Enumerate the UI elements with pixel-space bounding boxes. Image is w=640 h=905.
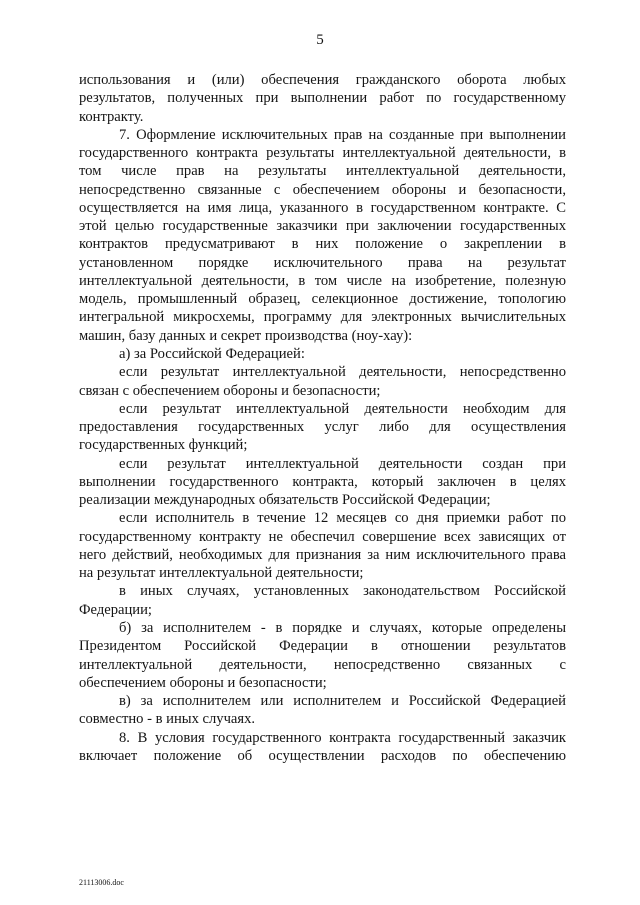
text-line: машин, базу данных и секрет производства (ноу-хау):	[79, 327, 413, 344]
text-line: в) за исполнителем или исполнителем и Российской Федерацией	[119, 693, 566, 710]
text-line: установленном порядке исключительного права на результат	[79, 254, 566, 271]
text-line: 8. В условия государственного контракта государственный заказчик	[119, 729, 566, 746]
text-line: обеспечением обороны и безопасности;	[79, 674, 327, 691]
text-line: если исполнитель в течение 12 месяцев со дня приемки работ по	[119, 510, 566, 527]
text-line: Федерации;	[79, 601, 152, 618]
text-line: том числе прав на результаты интеллектуальной деятельности,	[79, 163, 566, 180]
text-line: интегральной микросхемы, программу для электронных вычислительных	[79, 309, 566, 326]
footer-filename: 21113006.doc	[79, 878, 124, 887]
text-line: а) за Российской Федерацией:	[119, 345, 305, 362]
text-line: если результат интеллектуальной деятельности создан при	[119, 455, 566, 472]
text-line: выполнении государственного контракта, который заключен в целях	[79, 473, 566, 490]
text-line: него действий, необходимых для признания за ним исключительного права	[79, 546, 566, 563]
text-line: интеллектуальной деятельности, в том числе на изобретение, полезную	[79, 272, 566, 289]
text-line: если результат интеллектуальной деятельности необходим для	[119, 400, 566, 417]
text-line: результатов, полученных при выполнении работ по государственному	[79, 90, 566, 107]
text-line: связан с обеспечением обороны и безопасности;	[79, 382, 381, 399]
text-line: включает положение об осуществлении расходов по обеспечению	[79, 747, 566, 764]
text-line: непосредственно связанные с обеспечением обороны и безопасности,	[79, 181, 566, 198]
text-line: предоставления государственных услуг либо для осуществления	[79, 419, 566, 436]
page-number: 5	[316, 32, 324, 48]
text-line: модель, промышленный образец, селекционное достижение, топологию	[79, 291, 566, 308]
document-body	[79, 71, 566, 765]
text-line: государственных функций;	[79, 437, 248, 454]
text-line: Президентом Российской Федерации в отношении результатов	[79, 638, 566, 655]
text-line: в иных случаях, установленных законодательством Российской	[119, 583, 566, 600]
text-line: совместно - в иных случаях.	[79, 711, 256, 728]
text-line: если результат интеллектуальной деятельности, непосредственно	[119, 364, 566, 381]
text-line: контрактов предусматривают в них положение о закреплении в	[79, 236, 566, 253]
text-line: использования и (или) обеспечения гражданского оборота любых	[79, 72, 566, 88]
text-line: 7. Оформление исключительных прав на созданные при выполнении	[119, 126, 566, 143]
text-line: осуществляется на имя лица, указанного в государственном контракте. С	[79, 199, 566, 216]
text-line: государственного контракта результаты интеллектуальной деятельности, в	[79, 145, 566, 162]
text-line: государственному контракту не обеспечил совершение всех зависящих от	[79, 528, 566, 545]
text-line: интеллектуальной деятельности, непосредственно связанных с	[79, 656, 566, 673]
text-line: контракту.	[79, 108, 144, 125]
text-line: этой целью государственные заказчики при заключении государственных	[79, 218, 566, 235]
text-line: на результат интеллектуальной деятельности;	[79, 565, 364, 582]
text-line: б) за исполнителем - в порядке и случаях, которые определены	[119, 619, 566, 636]
text-line: реализации международных обязательств Российской Федерации;	[79, 492, 491, 509]
